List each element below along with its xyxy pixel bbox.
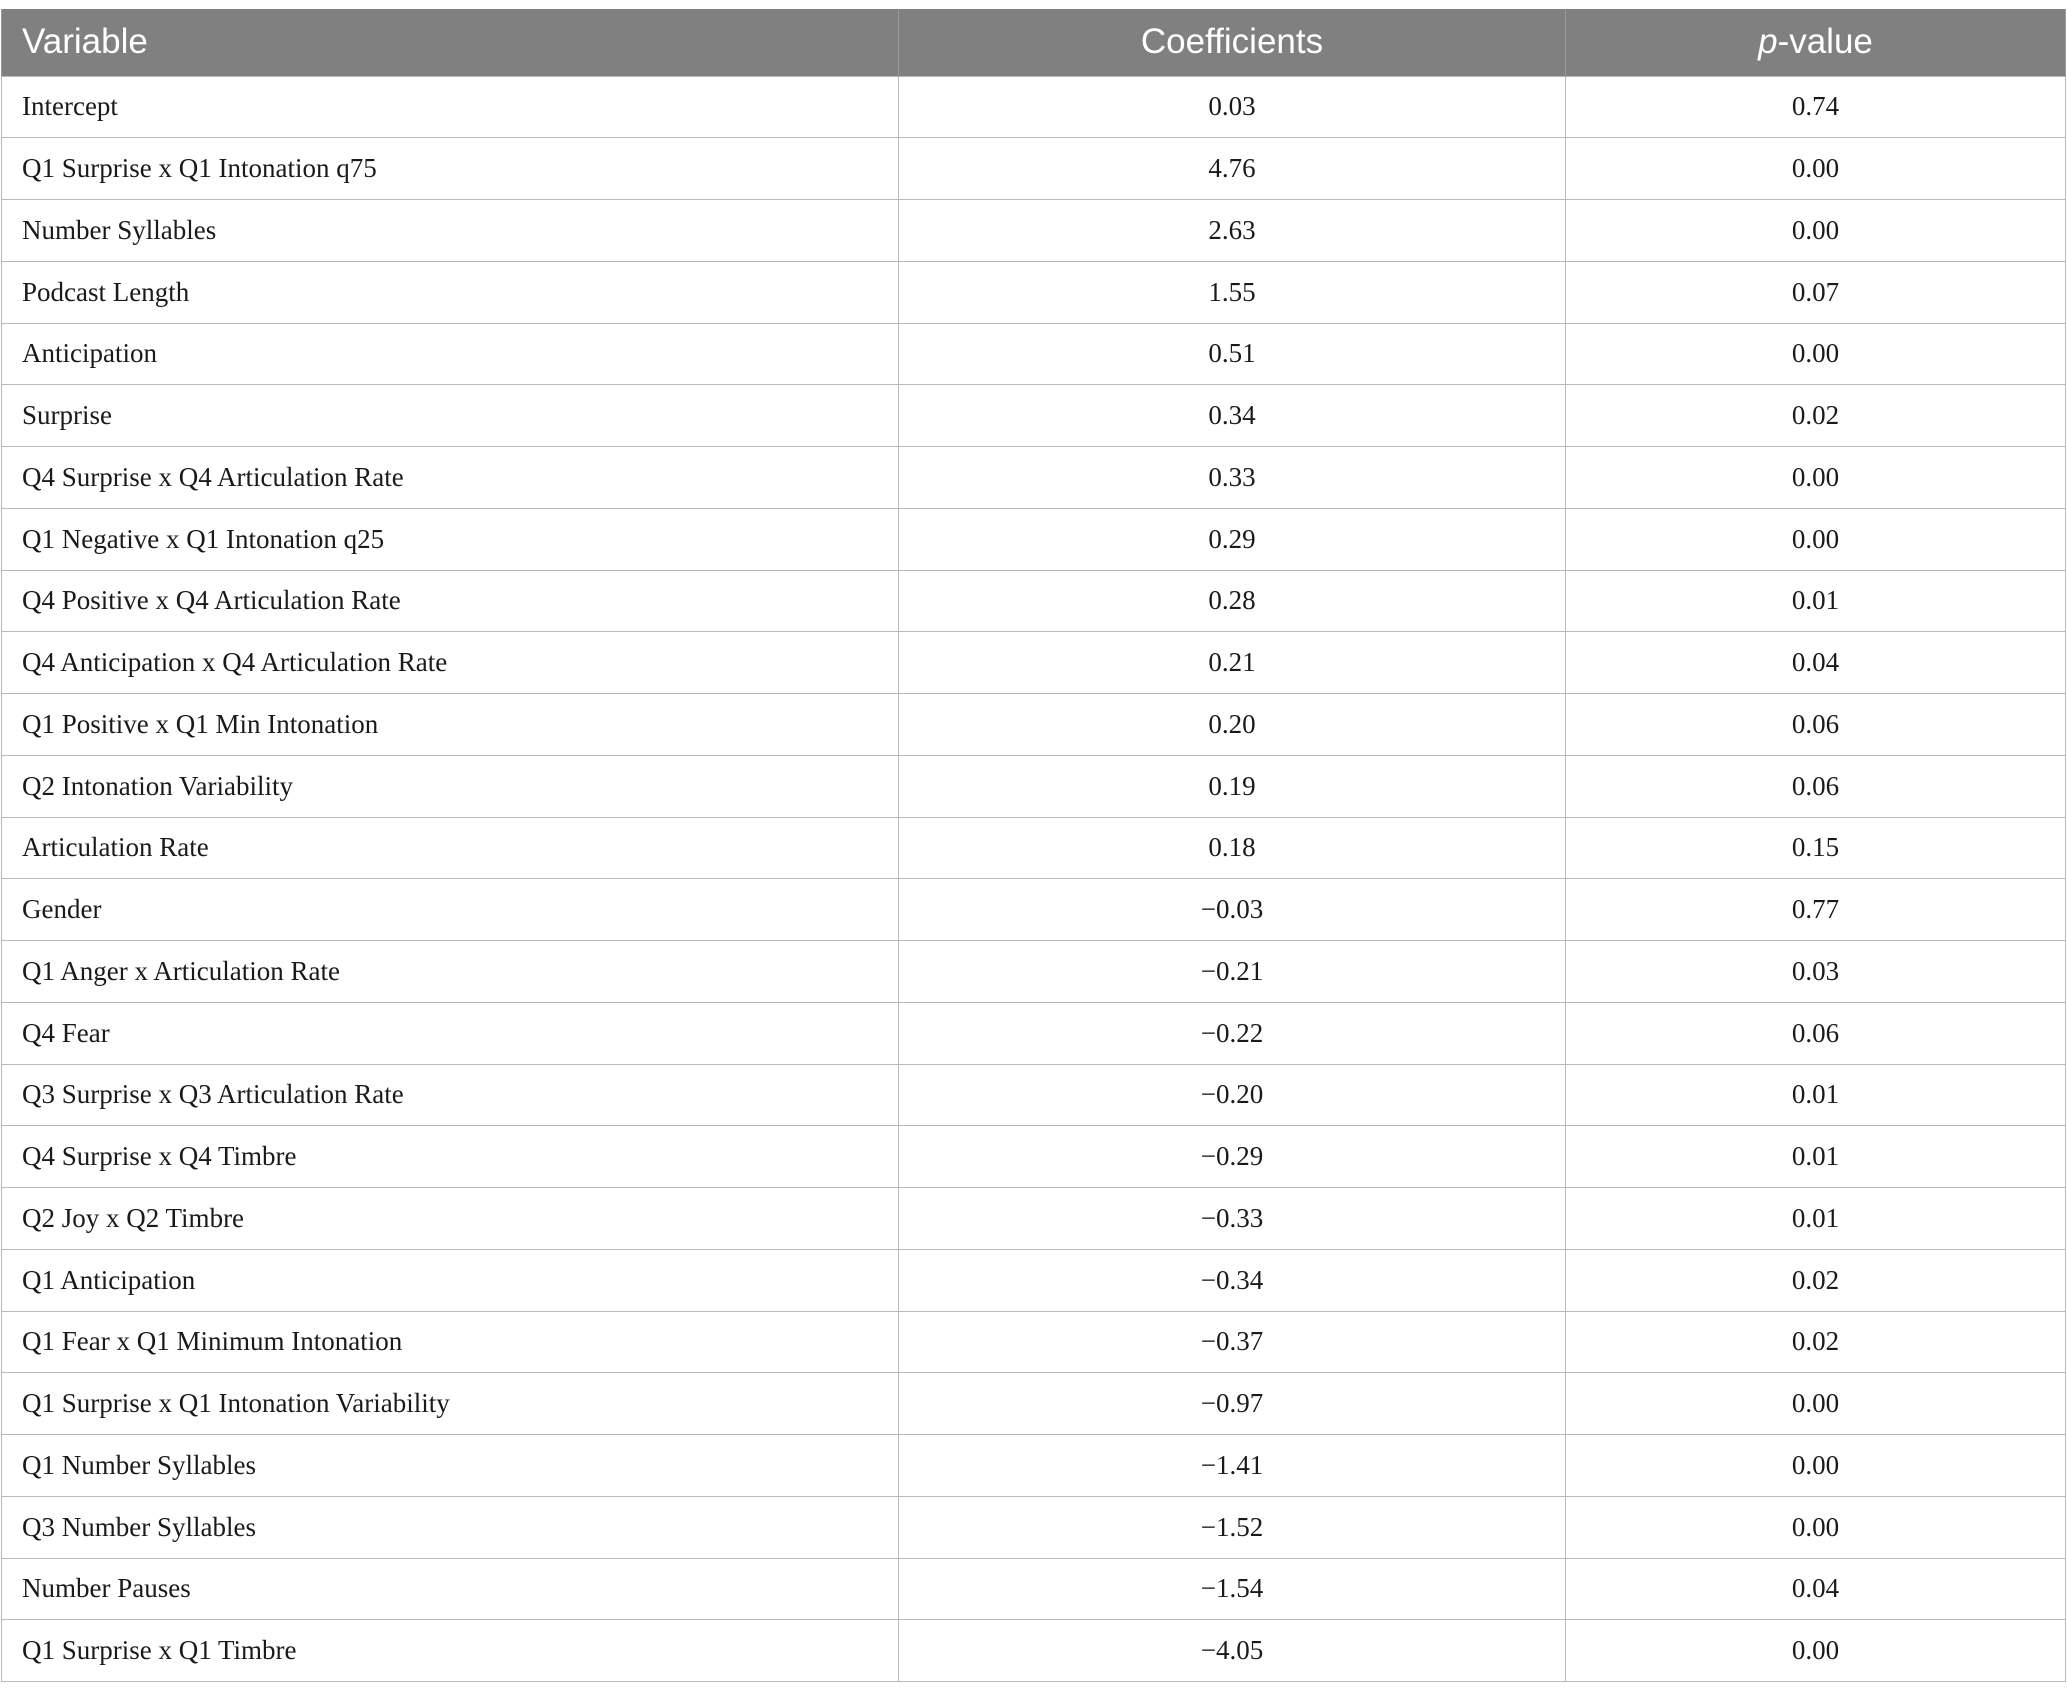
cell-coefficient: −1.54 xyxy=(899,1558,1566,1620)
cell-p-value: 0.00 xyxy=(1566,1435,2066,1497)
cell-p-value: 0.01 xyxy=(1566,570,2066,632)
header-p-value-italic: p xyxy=(1758,22,1778,62)
cell-coefficient: 0.28 xyxy=(899,570,1566,632)
cell-variable: Q3 Number Syllables xyxy=(2,1496,899,1558)
cell-p-value: 0.06 xyxy=(1566,1002,2066,1064)
cell-p-value: 0.00 xyxy=(1566,138,2066,200)
cell-p-value: 0.02 xyxy=(1566,385,2066,447)
cell-coefficient: 2.63 xyxy=(899,200,1566,262)
cell-p-value: 0.01 xyxy=(1566,1126,2066,1188)
cell-coefficient: 0.51 xyxy=(899,323,1566,385)
cell-p-value: 0.07 xyxy=(1566,261,2066,323)
cell-variable: Q1 Anger x Articulation Rate xyxy=(2,941,899,1003)
cell-coefficient: 0.18 xyxy=(899,817,1566,879)
cell-p-value: 0.00 xyxy=(1566,1373,2066,1435)
regression-table-container xyxy=(1,9,2065,1682)
table-row xyxy=(2,1373,2066,1435)
header-variable: Variable xyxy=(2,9,899,76)
cell-coefficient: 0.21 xyxy=(899,632,1566,694)
table-row xyxy=(2,570,2066,632)
cell-variable: Q3 Surprise x Q3 Articulation Rate xyxy=(2,1064,899,1126)
table-row xyxy=(2,1249,2066,1311)
cell-p-value: 0.02 xyxy=(1566,1311,2066,1373)
cell-p-value: 0.04 xyxy=(1566,632,2066,694)
table-row xyxy=(2,323,2066,385)
header-p-value xyxy=(1566,9,2066,76)
cell-variable: Number Pauses xyxy=(2,1558,899,1620)
cell-variable: Q1 Negative x Q1 Intonation q25 xyxy=(2,508,899,570)
cell-variable: Surprise xyxy=(2,385,899,447)
table-row xyxy=(2,755,2066,817)
cell-coefficient: −0.21 xyxy=(899,941,1566,1003)
table-row xyxy=(2,1126,2066,1188)
cell-coefficient: −0.33 xyxy=(899,1188,1566,1250)
cell-coefficient: 4.76 xyxy=(899,138,1566,200)
cell-variable: Q4 Surprise x Q4 Articulation Rate xyxy=(2,447,899,509)
table-row xyxy=(2,1496,2066,1558)
cell-p-value: 0.04 xyxy=(1566,1558,2066,1620)
cell-variable: Q1 Surprise x Q1 Intonation Variability xyxy=(2,1373,899,1435)
cell-coefficient: −0.34 xyxy=(899,1249,1566,1311)
cell-coefficient: −0.20 xyxy=(899,1064,1566,1126)
cell-p-value: 0.74 xyxy=(1566,76,2066,138)
table-row xyxy=(2,1558,2066,1620)
table-row xyxy=(2,1435,2066,1497)
table-header xyxy=(2,9,2066,76)
cell-coefficient: 0.34 xyxy=(899,385,1566,447)
table-row xyxy=(2,1620,2066,1682)
header-coefficients: Coefficients xyxy=(899,9,1566,76)
table-row xyxy=(2,508,2066,570)
cell-coefficient: 0.20 xyxy=(899,694,1566,756)
cell-p-value: 0.00 xyxy=(1566,447,2066,509)
cell-variable: Q4 Anticipation x Q4 Articulation Rate xyxy=(2,632,899,694)
table-row xyxy=(2,1002,2066,1064)
cell-coefficient: 0.29 xyxy=(899,508,1566,570)
cell-variable: Anticipation xyxy=(2,323,899,385)
cell-coefficient: −1.41 xyxy=(899,1435,1566,1497)
table-body xyxy=(2,76,2066,1682)
table-row xyxy=(2,879,2066,941)
cell-coefficient: −0.03 xyxy=(899,879,1566,941)
cell-variable: Q4 Fear xyxy=(2,1002,899,1064)
cell-variable: Podcast Length xyxy=(2,261,899,323)
cell-variable: Q1 Number Syllables xyxy=(2,1435,899,1497)
cell-coefficient: 0.19 xyxy=(899,755,1566,817)
table-row xyxy=(2,1311,2066,1373)
cell-variable: Q1 Positive x Q1 Min Intonation xyxy=(2,694,899,756)
cell-p-value: 0.15 xyxy=(1566,817,2066,879)
cell-variable: Q1 Anticipation xyxy=(2,1249,899,1311)
cell-p-value: 0.00 xyxy=(1566,1496,2066,1558)
cell-coefficient: −4.05 xyxy=(899,1620,1566,1682)
regression-coefficients-table xyxy=(1,9,2066,1682)
cell-p-value: 0.00 xyxy=(1566,323,2066,385)
cell-variable: Q4 Surprise x Q4 Timbre xyxy=(2,1126,899,1188)
table-row xyxy=(2,76,2066,138)
cell-variable: Q4 Positive x Q4 Articulation Rate xyxy=(2,570,899,632)
table-row xyxy=(2,694,2066,756)
cell-variable: Number Syllables xyxy=(2,200,899,262)
cell-variable: Intercept xyxy=(2,76,899,138)
cell-p-value: 0.01 xyxy=(1566,1064,2066,1126)
table-row xyxy=(2,632,2066,694)
cell-p-value: 0.01 xyxy=(1566,1188,2066,1250)
cell-p-value: 0.06 xyxy=(1566,755,2066,817)
table-row xyxy=(2,1188,2066,1250)
cell-coefficient: 0.33 xyxy=(899,447,1566,509)
cell-variable: Articulation Rate xyxy=(2,817,899,879)
cell-coefficient: −0.29 xyxy=(899,1126,1566,1188)
cell-p-value: 0.03 xyxy=(1566,941,2066,1003)
cell-p-value: 0.00 xyxy=(1566,1620,2066,1682)
table-row xyxy=(2,817,2066,879)
table-row xyxy=(2,941,2066,1003)
cell-coefficient: 0.03 xyxy=(899,76,1566,138)
cell-p-value: 0.06 xyxy=(1566,694,2066,756)
cell-coefficient: −0.97 xyxy=(899,1373,1566,1435)
cell-variable: Q1 Surprise x Q1 Timbre xyxy=(2,1620,899,1682)
cell-variable: Q1 Fear x Q1 Minimum Intonation xyxy=(2,1311,899,1373)
table-row xyxy=(2,385,2066,447)
cell-variable: Gender xyxy=(2,879,899,941)
cell-coefficient: −1.52 xyxy=(899,1496,1566,1558)
cell-p-value: 0.00 xyxy=(1566,508,2066,570)
table-row xyxy=(2,1064,2066,1126)
cell-variable: Q2 Intonation Variability xyxy=(2,755,899,817)
table-row xyxy=(2,447,2066,509)
cell-coefficient: −0.37 xyxy=(899,1311,1566,1373)
cell-variable: Q1 Surprise x Q1 Intonation q75 xyxy=(2,138,899,200)
table-row xyxy=(2,200,2066,262)
cell-coefficient: 1.55 xyxy=(899,261,1566,323)
table-row xyxy=(2,261,2066,323)
cell-coefficient: −0.22 xyxy=(899,1002,1566,1064)
header-p-value-suffix: -value xyxy=(1777,22,1873,62)
header-row xyxy=(2,9,2066,76)
cell-p-value: 0.77 xyxy=(1566,879,2066,941)
cell-variable: Q2 Joy x Q2 Timbre xyxy=(2,1188,899,1250)
table-row xyxy=(2,138,2066,200)
cell-p-value: 0.02 xyxy=(1566,1249,2066,1311)
cell-p-value: 0.00 xyxy=(1566,200,2066,262)
